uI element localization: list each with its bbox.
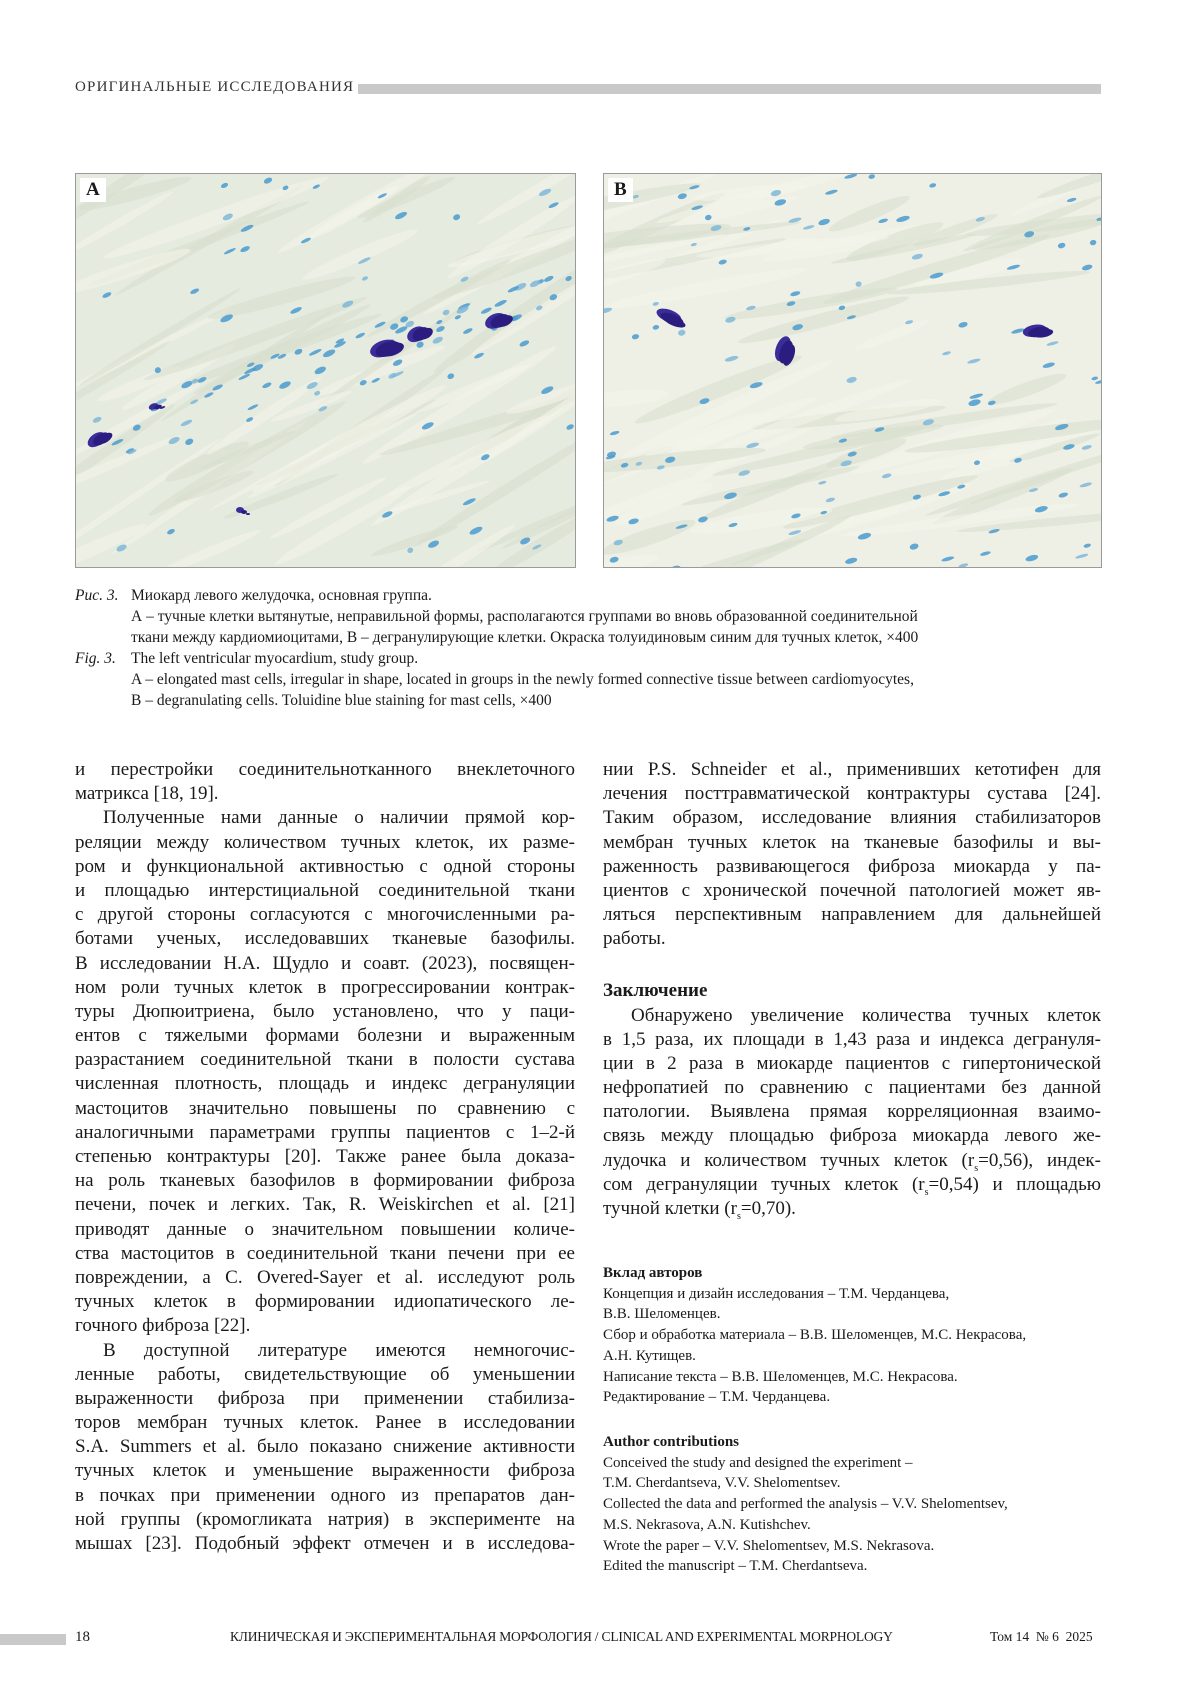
micrograph-a [75, 173, 576, 568]
contrib-line: Collected the data and performed the analysis – V.V. Shelomentsev, [603, 1494, 1101, 1515]
nucleus [494, 299, 508, 308]
text-line: тучных клеток в формировании идиопатического ле- [75, 1290, 575, 1314]
nucleus [452, 213, 461, 221]
nucleus [803, 224, 815, 230]
text-line: торов мембран тучных клеток. Ранее в исследовании [75, 1411, 575, 1435]
text-line: ции в 2 раза в миокарде пациентов с гипертонической [603, 1052, 1101, 1076]
text-line: В доступной литературе имеются немногочис- [75, 1339, 575, 1363]
nucleus [911, 253, 923, 261]
text-line: ства мастоцитов в соединительной ткани печени при ее [75, 1242, 575, 1266]
header-rule [358, 84, 1101, 94]
contrib-line: Edited the manuscript – T.M. Cherdantseva. [603, 1556, 1101, 1577]
text-line: ной группы (кромогликата натрия) в эксперименте на [75, 1508, 575, 1532]
panel-label-a: A [80, 178, 106, 202]
conclusion-text [603, 1004, 1101, 1149]
nucleus [1079, 482, 1092, 489]
text-line: мембран тучных клеток на тканевые базофилы и вы- [603, 831, 1101, 855]
nucleus [308, 348, 322, 357]
nucleus [929, 183, 937, 189]
text-line: численная плотность, площадь и индекс дегрануляции [75, 1072, 575, 1096]
micrograph-a-image [76, 174, 576, 568]
nucleus [825, 189, 838, 196]
text-line: работы. [603, 927, 1101, 951]
contrib-line: Написание текста – В.В. Шеломенцев, М.С. Некрасова. [603, 1367, 1101, 1388]
nucleus [189, 287, 199, 295]
nucleus [968, 398, 982, 407]
issue-info: Том 14 № 6 2025 [990, 1629, 1093, 1645]
text-line: ентов с тяжелыми формами болезни и выраженным [75, 1024, 575, 1048]
nucleus [652, 324, 659, 330]
nucleus [278, 380, 292, 390]
nucleus [566, 423, 575, 431]
text-line: S.A. Summers et al. было показано снижение активности [75, 1435, 575, 1459]
text-line: разрастанием соединительной ткани в полости сустава [75, 1048, 575, 1072]
text-line: ном роли тучных клеток в прогрессировании контрак- [75, 976, 575, 1000]
mast-cell [241, 510, 247, 514]
caption-ru-tag: Рис. 3. [75, 585, 131, 606]
nucleus [677, 192, 687, 200]
text-line: ляться перспективным направлением для дальнейшей [603, 903, 1101, 927]
text-line: Обнаружено увеличение количества тучных клеток [603, 1004, 1101, 1028]
text-line: и перестройки соединительнотканного внеклеточного [75, 758, 575, 782]
caption-en-tag: Fig. 3. [75, 648, 131, 669]
text-line: патологии. Выявлена прямая корреляционная взаимо- [603, 1100, 1101, 1124]
nucleus [1066, 197, 1076, 203]
contrib-en-heading: Author contributions [603, 1432, 1101, 1453]
discussion-text [603, 758, 1101, 952]
nucleus [462, 327, 473, 335]
panel-label-b: B [608, 178, 633, 202]
text-line: связь между площадью фиброза миокарда левого же- [603, 1124, 1101, 1148]
text-line: на роль тканевых базофилов в формировании фиброза [75, 1169, 575, 1193]
nucleus [102, 291, 113, 299]
contrib-line: T.M. Cherdantseva, V.V. Shelomentsev. [603, 1473, 1101, 1494]
micrograph-b [603, 173, 1102, 568]
nucleus [361, 275, 368, 281]
nucleus [1089, 239, 1097, 246]
nucleus [1011, 327, 1025, 334]
nucleus [631, 333, 639, 340]
nucleus [718, 259, 727, 266]
nucleus [1057, 242, 1066, 249]
nucleus [825, 497, 835, 503]
nucleus [896, 215, 911, 223]
text-line: печени, почек и легких. Так, R. Weiskirchen et al. [21] [75, 1193, 575, 1217]
nucleus [247, 403, 259, 411]
text-line: приводят данные о значительном повышении количе- [75, 1218, 575, 1242]
nucleus [1058, 492, 1068, 499]
text-line: лудочка и количеством тучных клеток (rs=0,56), индек- [603, 1149, 1101, 1173]
nucleus [355, 332, 366, 340]
nucleus [980, 550, 991, 556]
nucleus [1081, 264, 1093, 272]
nucleus [1046, 340, 1059, 346]
mast-cell [246, 513, 250, 515]
text-line: аналогичными параметрами группы пациентов с 1–2-й [75, 1121, 575, 1145]
nucleus [958, 321, 968, 328]
nucleus [519, 339, 530, 348]
micrograph-b-image [604, 174, 1102, 568]
nucleus [1025, 554, 1039, 563]
caption-en-line: A – elongated mast cells, irregular in shape, located in groups in the newly formed connective tissue between cardiomyocytes, [75, 669, 1105, 690]
nucleus [394, 210, 408, 220]
nucleus [724, 355, 739, 363]
nucleus [289, 306, 302, 315]
nucleus [942, 351, 951, 356]
nucleus [909, 543, 919, 551]
nucleus [818, 480, 827, 485]
text-line: раженность развивающегося фиброза миокарда у па- [603, 855, 1101, 879]
nucleus [223, 247, 236, 255]
text-line: в 1,5 раза, их площади в 1,43 раза и индекса дегрануля- [603, 1028, 1101, 1052]
nucleus [240, 245, 251, 254]
text-line: в почках при применении одного из препаратов дан- [75, 1484, 575, 1508]
text-line: степенью контрактуры [20]. Также ранее была доказа- [75, 1145, 575, 1169]
text-line: выраженности фиброза при применении стабилиза- [75, 1387, 575, 1411]
contrib-line: А.Н. Кутищев. [603, 1346, 1101, 1367]
nucleus [846, 376, 857, 384]
nucleus [1081, 444, 1092, 450]
text-line: с другой стороны согласуются с многочисленными ра- [75, 903, 575, 927]
nucleus [220, 182, 229, 189]
nucleus [180, 418, 193, 427]
nucleus [322, 348, 336, 359]
text-line: Полученные нами данные о наличии прямой кор- [75, 806, 575, 830]
text-line: тучной клетки (rs=0,70). [603, 1197, 1101, 1221]
tissue-fiber [852, 316, 930, 354]
body-column-right [603, 758, 1101, 1221]
text-line: циентов с хронической почечной патологией может яв- [603, 879, 1101, 903]
text-line: тучных клеток и уменьшение выраженности фиброза [75, 1459, 575, 1483]
body-column-left [75, 758, 575, 1556]
text-line: ленные работы, свидетельствующие об уменьшении [75, 1363, 575, 1387]
nucleus [958, 562, 968, 568]
contrib-line: В.В. Шеломенцев. [603, 1304, 1101, 1325]
conclusion-heading: Заключение [603, 978, 1101, 1004]
caption-en-line: B – degranulating cells. Toluidine blue staining for mast cells, ×400 [75, 690, 1105, 711]
caption-ru-line: А – тучные клетки вытянутые, неправильной формы, располагаются группами во вновь образованной соединительной [75, 606, 1105, 627]
contrib-line: Сбор и обработка материала – В.В. Шеломенцев, М.С. Некрасова, [603, 1325, 1101, 1346]
nucleus [261, 381, 272, 389]
nucleus [868, 174, 875, 180]
contrib-line: Редактирование – Т.М. Черданцева. [603, 1387, 1101, 1408]
text-line: реляции между количеством тучных клеток, их разме- [75, 831, 575, 855]
tissue-fiber [604, 386, 669, 410]
text-line: В исследовании Н.А. Щудло и соавт. (2023), посвящен- [75, 952, 575, 976]
nucleus [969, 393, 983, 400]
nucleus [92, 416, 102, 424]
nucleus [480, 306, 492, 315]
nucleus [263, 176, 273, 185]
nucleus [446, 372, 455, 380]
text-line: мастоцитов значительно повышены по сравнению с [75, 1097, 575, 1121]
text-line: Таким образом, исследование влияния стабилизаторов [603, 806, 1101, 830]
text-line: матрикса [18, 19]. [75, 782, 575, 806]
nucleus [677, 329, 686, 337]
caption-ru-line: ткани между кардиомиоцитами, В – дегранулирующие клетки. Окраска толуидиновым синим для тучных клеток, ×400 [75, 627, 1105, 648]
tissue-fiber [475, 174, 576, 228]
text-line: сом дегрануляции тучных клеток (rs=0,54) и площадью [603, 1173, 1101, 1197]
nucleus [1091, 376, 1098, 381]
nucleus [1075, 553, 1089, 560]
nucleus [818, 218, 831, 227]
author-contributions-en [603, 1432, 1101, 1577]
nucleus [844, 557, 857, 565]
text-line: гочного фиброза [22]. [75, 1314, 575, 1338]
contrib-ru-heading: Вклад авторов [603, 1263, 1101, 1284]
journal-title: КЛИНИЧЕСКАЯ И ЭКСПЕРИМЕНТАЛЬНАЯ МОРФОЛОГИЯ / CLINICAL AND EXPERIMENTAL MORPHOLOGY [230, 1629, 893, 1645]
nucleus [468, 525, 483, 536]
caption-en-title: The left ventricular myocardium, study group. [131, 648, 418, 669]
nucleus [878, 218, 888, 224]
nucleus [1042, 361, 1055, 368]
nucleus [543, 275, 554, 283]
nucleus [790, 290, 801, 297]
text-line: ром и функциональной активностью с одной стороны [75, 855, 575, 879]
text-line: нии P.S. Schneider et al., применивших кетотифен для [603, 758, 1101, 782]
nucleus [941, 555, 955, 562]
text-line: повреждении, а C. Overed-Sayer et al. исследуют роль [75, 1266, 575, 1290]
nucleus [609, 430, 619, 436]
contrib-line: Conceived the study and designed the experiment – [603, 1453, 1101, 1474]
figure-caption [75, 585, 1105, 711]
text-line: лечения посттравматической контрактуры сустава [24]. [603, 782, 1101, 806]
caption-ru-title: Миокард левого желудочка, основная группа. [131, 585, 432, 606]
nucleus [669, 565, 681, 568]
text-line: туры Дюпюитриена, было установлено, что у паци- [75, 1000, 575, 1024]
tissue-fiber [370, 522, 460, 560]
nucleus [1083, 543, 1091, 549]
nucleus [967, 358, 981, 365]
nucleus [184, 437, 194, 446]
text-line: и площадью интерстициальной соединительной ткани [75, 879, 575, 903]
page-number: 18 [75, 1629, 90, 1646]
contrib-line: Концепция и дизайн исследования – Т.М. Черданцева, [603, 1284, 1101, 1305]
nucleus [432, 335, 444, 345]
nucleus [314, 365, 327, 376]
nucleus [166, 528, 175, 536]
text-line: мышах [23]. Подобный эффект отмечен и в исследова- [75, 1532, 575, 1556]
footer-rule [0, 1634, 66, 1645]
text-line: ботами ученых, исследовавших тканевые базофилы. [75, 927, 575, 951]
text-line: нефропатией по сравнению с пациентами без данной [603, 1076, 1101, 1100]
contrib-line: Wrote the paper – V.V. Shelomentsev, M.S. Nekrasova. [603, 1536, 1101, 1557]
running-head: ОРИГИНАЛЬНЫЕ ИССЛЕДОВАНИЯ [75, 79, 354, 96]
author-contributions-ru [603, 1263, 1101, 1408]
contrib-line: M.S. Nekrasova, A.N. Kutishchev. [603, 1515, 1101, 1536]
